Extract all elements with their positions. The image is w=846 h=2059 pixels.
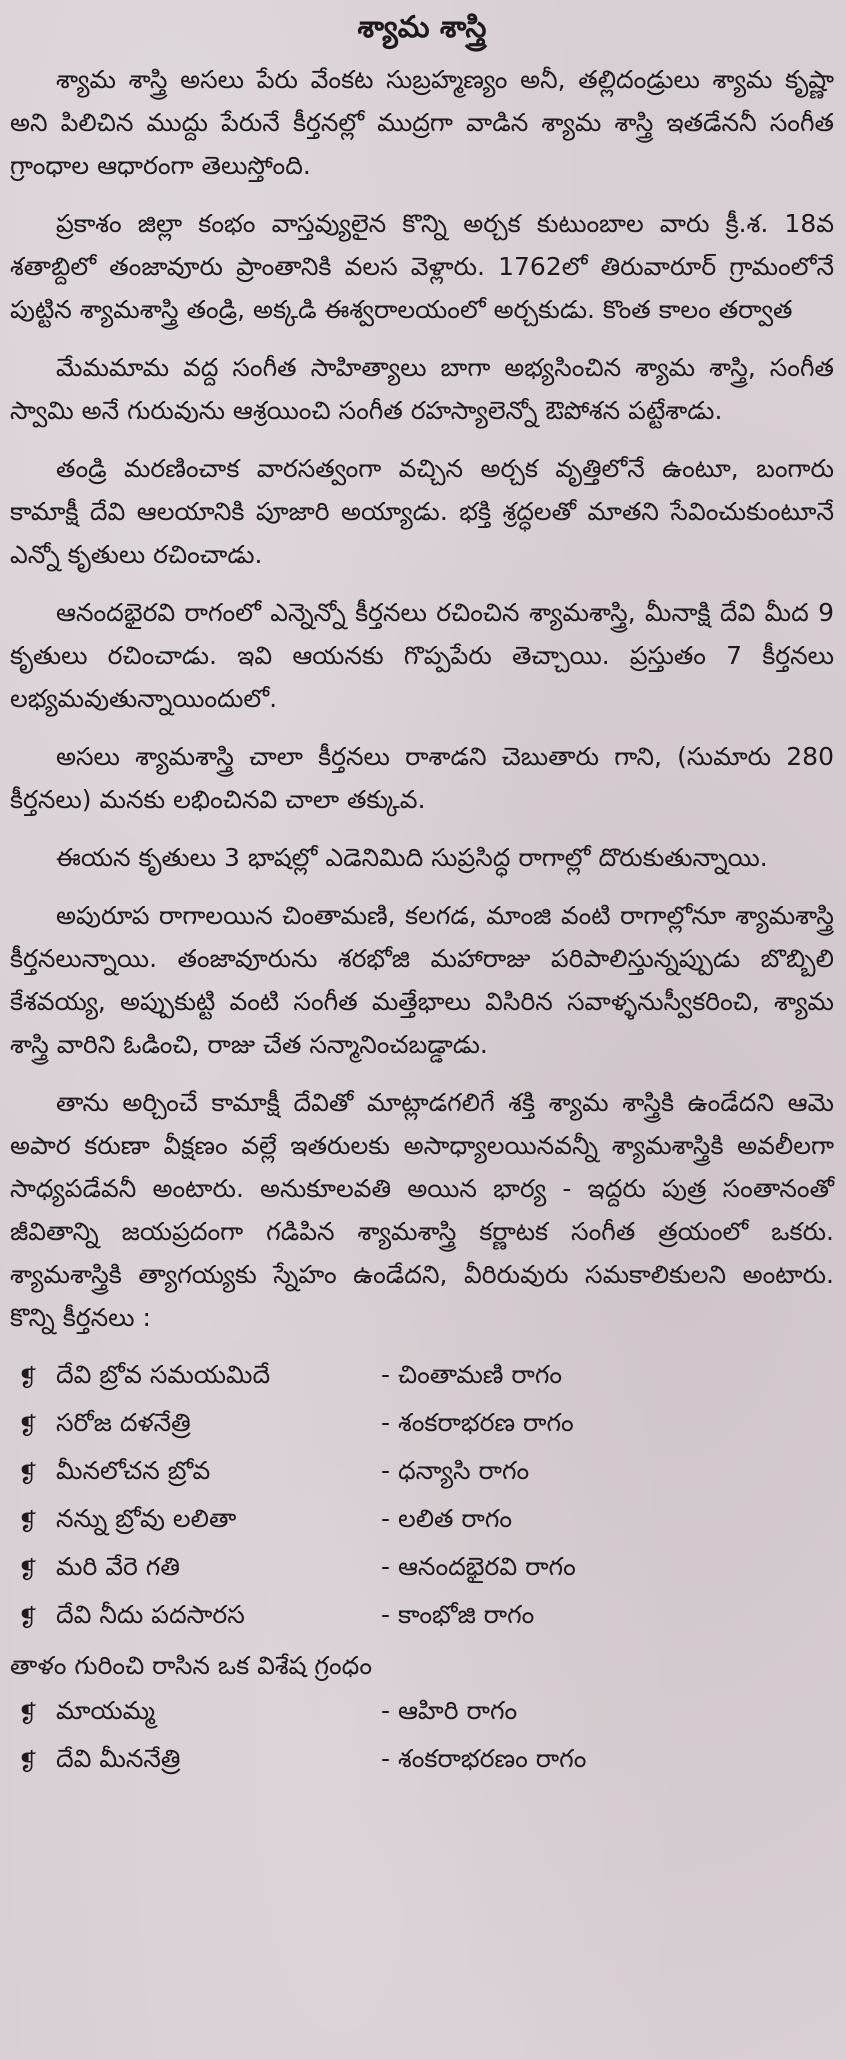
pilcrow-bullet-icon: ❡ xyxy=(18,1556,39,1584)
raga-name: - చింతామణి రాగం xyxy=(381,1360,563,1389)
kirtana-item xyxy=(10,1594,834,1642)
paragraph-2: ప్రకాశం జిల్లా కంభం వాస్తవ్యులైన కొన్ని అర్చక కుటుంబాల వారు క్రీ.శ. 18వ శతాబ్దిలో తంజావూరు ప్రాంతానికి వలస వెళ్లారు. 1762లో తిరువారూర్ గ్రామంలోనే పుట్టిన శ్యామశాస్త్రి తండ్రి, అక్కడి ఈశ్వరాలయంలో అర్చకుడు. కొంత కాలం తర్వాత xyxy=(10,209,834,324)
paragraph-1: శ్యామ శాస్త్రి అసలు పేరు వేంకట సుబ్రహ్మణ్యం అనీ, తల్లిదండ్రులు శ్యామ కృష్ణా అని పిలిచిన ముద్దు పేరునే కీర్తనల్లో ముద్రగా వాడిన శ్యామ శాస్త్రి ఇతడేననీ సంగీత గ్రాంధాల ఆధారంగా తెలుస్తోంది. xyxy=(10,65,834,180)
kirtana-title: మరి వేరె గతి xyxy=(56,1552,180,1581)
raga-name: - శంకరాభరణం రాగం xyxy=(381,1744,587,1773)
kirtana-title: దేవి మీననేత్రి xyxy=(56,1744,181,1773)
paragraph-3: మేమమామ వద్ద సంగీత సాహిత్యాలు బాగా అభ్యసించిన శ్యామ శాస్త్రి, సంగీత స్వామి అనే గురువును ఆశ్రయించి సంగీత రహస్యాలెన్నో ఔపోశన పట్టేశాడు. xyxy=(10,353,834,425)
paragraph-6: అసలు శ్యామశాస్త్రి చాలా కీర్తనలు రాశాడని చెబుతారు గాని, (సుమారు 280 కీర్తనలు) మనకు లభించినవి చాలా తక్కువ. xyxy=(10,742,834,814)
paragraph-7: ఈయన కృతులు 3 భాషల్లో ఎడెనిమిది సుప్రసిద్ధ రాగాల్లో దొరుకుతున్నాయి. xyxy=(56,843,768,872)
kirtana-item xyxy=(10,1402,834,1450)
kirtana-title: దేవి నీదు పదసారస xyxy=(56,1600,245,1629)
pilcrow-bullet-icon: ❡ xyxy=(18,1460,39,1488)
kirtana-item xyxy=(10,1546,834,1594)
kirtana-title: మీనలోచన బ్రోవ xyxy=(56,1456,211,1485)
raga-name: - ఆహిరి రాగం xyxy=(381,1696,518,1725)
kirtana-title: దేవి బ్రోవ సమయమిదే xyxy=(56,1360,271,1389)
pilcrow-bullet-icon: ❡ xyxy=(18,1748,39,1776)
kirtana-title: సరోజ దళనేత్రి xyxy=(56,1408,191,1437)
article-title: శ్యామ శాస్త్రి xyxy=(357,10,487,45)
tala-heading: తాళం గురించి రాసిన ఒక విశేష గ్రంధం xyxy=(10,1651,373,1680)
raga-name: - లలిత రాగం xyxy=(381,1504,513,1533)
raga-name: - కాంభోజి రాగం xyxy=(381,1600,535,1629)
raga-name: - ధన్యాసి రాగం xyxy=(381,1456,530,1485)
kirtana-title: నన్ను బ్రోవు లలితా xyxy=(56,1504,237,1533)
pilcrow-bullet-icon: ❡ xyxy=(18,1604,39,1632)
pilcrow-bullet-icon: ❡ xyxy=(18,1364,39,1392)
kirtana-item xyxy=(10,1450,834,1498)
kirtana-item xyxy=(10,1498,834,1546)
kirtana-item xyxy=(10,1690,834,1738)
pilcrow-bullet-icon: ❡ xyxy=(18,1508,39,1536)
raga-name: - శంకరాభరణ రాగం xyxy=(381,1408,574,1437)
kirtana-item xyxy=(10,1354,834,1402)
pilcrow-bullet-icon: ❡ xyxy=(18,1700,39,1728)
raga-name: - ఆనందభైరవి రాగం xyxy=(381,1552,576,1581)
kirtana-title: మాయమ్మ xyxy=(56,1696,155,1725)
kirtana-item xyxy=(10,1738,834,1786)
paragraph-9: తాను అర్చించే కామాక్షీ దేవితో మాట్లాడగలిగే శక్తి శ్యామ శాస్త్రికి ఉండేదని ఆమె అపార కరుణా వీక్షణం వల్లే ఇతరులకు అసాధ్యాలయినవన్నీ శ్యామశాస్త్రికి అవలీలగా సాధ్యపడేవనీ అంటారు. అనుకూలవతి అయిన భార్య - ఇద్దరు పుత్ర సంతానంతో జీవితాన్ని జయప్రదంగా గడిపిన శ్యామశాస్త్రి కర్ణాటక సంగీత త్రయంలో ఒకరు. శ్యామశాస్త్రికి త్యాగయ్యకు స్నేహం ఉండేదని, వీరిరువురు సమకాలికులని అంటారు. కొన్ని కీర్తనలు : xyxy=(10,1088,834,1332)
tala-kirtana-list xyxy=(10,1690,834,1786)
paragraph-4: తండ్రి మరణించాక వారసత్వంగా వచ్చిన అర్చక వృత్తిలోనే ఉంటూ, బంగారు కామాక్షీ దేవి ఆలయానికి పూజారి అయ్యాడు. భక్తి శ్రద్ధలతో మాతని సేవించుకుంటూనే ఎన్నో కృతులు రచించాడు. xyxy=(10,454,834,569)
pilcrow-bullet-icon: ❡ xyxy=(18,1412,39,1440)
paragraph-5: ఆనందభైరవి రాగంలో ఎన్నెన్నో కీర్తనలు రచించిన శ్యామశాస్త్రి, మీనాక్షి దేవి మీద 9 కృతులు రచించాడు. ఇవి ఆయనకు గొప్పపేరు తెచ్చాయి. ప్రస్తుతం 7 కీర్తనలు లభ్యమవుతున్నాయిందులో. xyxy=(10,598,834,713)
kirtana-list xyxy=(10,1354,834,1642)
paragraph-8: అపురూప రాగాలయిన చింతామణి, కలగడ, మాంజి వంటి రాగాల్లోనూ శ్యామశాస్త్రి కీర్తనలున్నాయి. తంజావూరును శరభోజి మహారాజు పరిపాలిస్తున్నప్పుడు బొబ్బిలి కేశవయ్య, అప్పుకుట్టి వంటి సంగీత మత్తేభాలు విసిరిన సవాళ్ళనుస్వీకరించి, శ్యామ శాస్త్రి వారిని ఓడించి, రాజు చేత సన్మానించబడ్డాడు. xyxy=(10,901,834,1059)
